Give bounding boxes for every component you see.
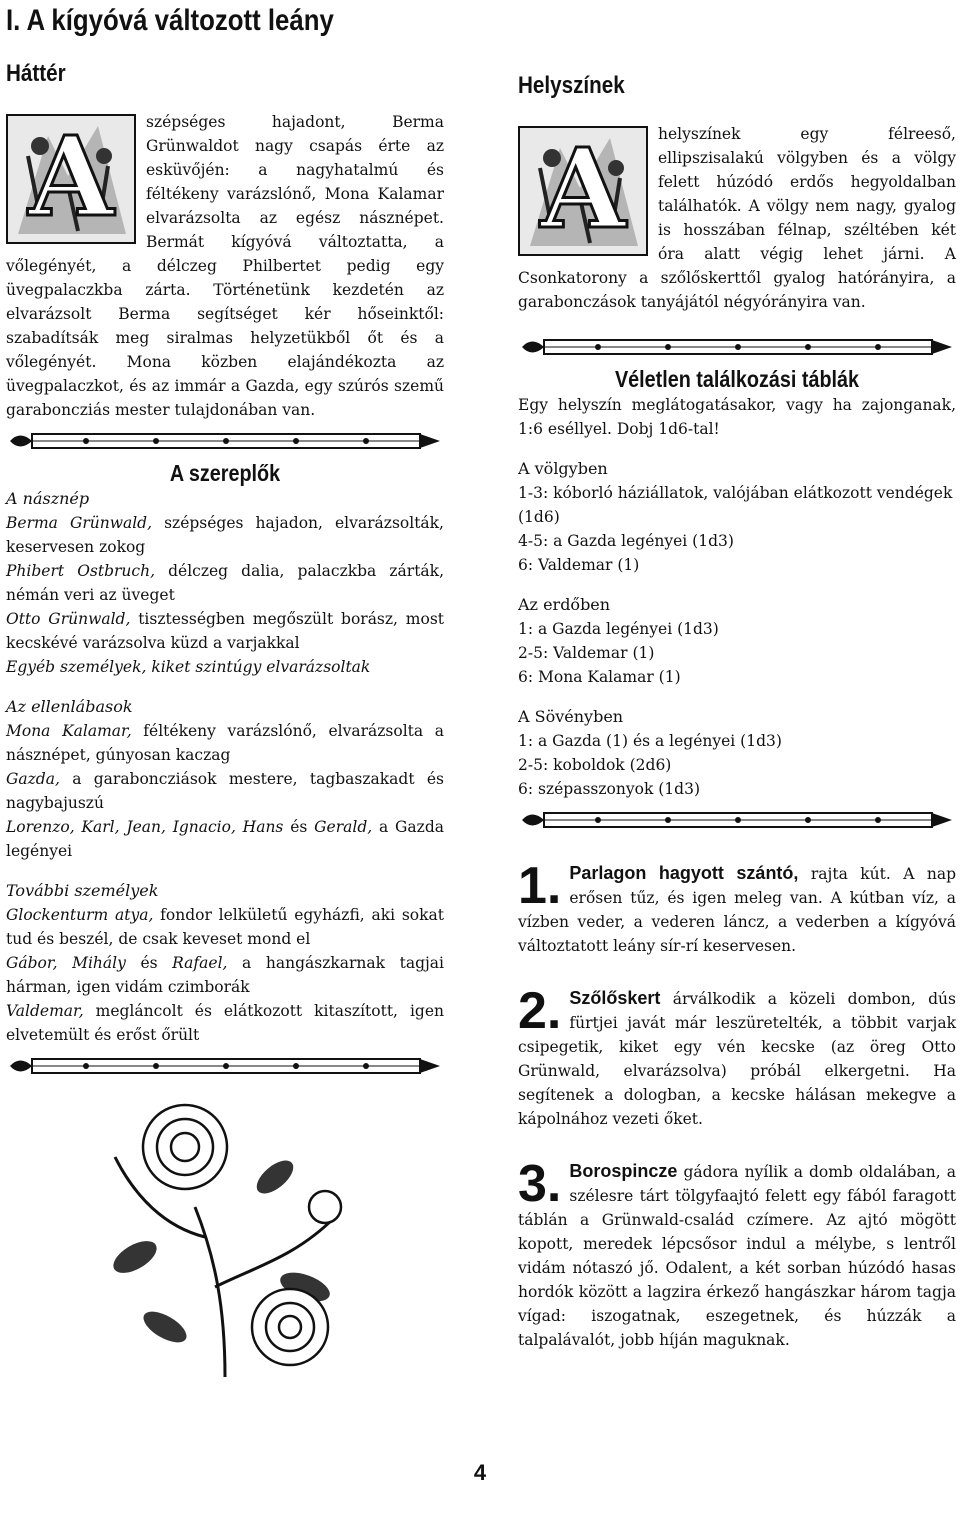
ornamental-divider [518, 334, 956, 360]
character-entry [6, 903, 444, 951]
character-desc: megláncolt és elátkozott kitaszított, igen elvetemült és erőst őrült [6, 1002, 444, 1044]
ornamental-divider [518, 807, 956, 833]
character-desc: és [283, 818, 315, 836]
ornamental-divider [6, 428, 444, 454]
group-heading: A násznép [6, 489, 90, 508]
character-desc: szépséges hajadon, elvarázsolták, keservesen zokog [6, 514, 444, 556]
character-entry [6, 815, 444, 863]
location-number: 2. [518, 982, 562, 1040]
character-entry [6, 951, 444, 999]
character-name: Lorenzo, Karl, Jean, Ignacio, Hans [6, 818, 284, 836]
woodcut-dropcap-image [518, 126, 648, 256]
hatter-heading: Háttér [6, 60, 66, 87]
encounter-table-heading: A Sövényben [518, 707, 624, 726]
character-name: Rafael, [172, 954, 228, 972]
cast-group-tovabbi [6, 879, 444, 1047]
character-desc: a garaboncziások mestere, tagbaszakadt és nagybajuszú [6, 770, 444, 812]
location-number: 3. [518, 1155, 562, 1213]
encounter-line: 4-5: a Gazda legényei (1d3) [518, 532, 734, 550]
character-name: Gazda, [6, 770, 60, 788]
character-name: Valdemar, [6, 1002, 84, 1020]
location-entry-1 [518, 857, 956, 958]
encounter-line: 1-3: kóborló háziállatok, valójában elátkozott vendégek (1d6) [518, 484, 953, 526]
cast-group-ellenlabasok [6, 695, 444, 863]
helyszinek-heading: Helyszínek [518, 72, 625, 99]
encounter-intro: Egy helyszín meglátogatásakor, vagy ha zajonganak, 1:6 eséllyel. Dobj 1d6-tal! [518, 396, 956, 438]
character-entry [6, 511, 444, 559]
location-text: rajta kút. A nap erősen tűz, és igen meleg van. A kútban víz, a vízben veder, a vederen láncz, a vederben a kígyóvá változtatott leány sír-rí keservesen. [518, 865, 956, 955]
right-column [518, 60, 956, 1352]
page-title: I. A kígyóvá változott leány [6, 4, 334, 37]
character-name: Otto Grünwald, [6, 610, 131, 628]
location-name: Borospincze [569, 1161, 678, 1181]
location-entry-2 [518, 982, 956, 1131]
hatter-text: szépséges hajadont, Berma Grünwaldot nagy csapás érte az esküvőjén: a nagyhatalmú és féltékeny varázslónő, Mona Kalamar elvarázsolta az egész násznépet. Bermát kígyóvá változtatta, a vőlegényét, a délczeg Philbertet pedig egy üvegpalaczkba zárta. Történetünk kezdetén az elvarázsolt Berma segítséget kér hőseinktől: szabadítsák meg siralmas helyzetükből őt és a vőlegényét. Mona közben elajándékozta az üvegpalaczkot, és az immár a Gazda, egy szúrós szemű garaboncziás mester tulajdonában van. [6, 113, 444, 419]
cast-heading: A szereplők [169, 460, 281, 486]
location-text: gádora nyílik a domb oldalában, a szélesre tárt tölgyfaajtó felett egy fából faragott táblán a Grünwald-család czímere. Az ajtó mögött kopott, meredek lépcsősor indul a mélybe, s lentről vidám nótaszó jő. Odalent, a két sorban húzódó hasas hordók között a lagzira érkező hangászkar három tagja vígad: iszogatnak, eszegetnek, és húzzák a talpalávalót, jobb híján maguknak. [518, 1163, 956, 1349]
character-desc: fondor lelkületű egyházfi, aki sokat tud és beszél, de csak keveset mond el [6, 906, 444, 948]
character-name: Mona Kalamar, [6, 722, 132, 740]
encounter-table-sovenyben [518, 705, 956, 801]
location-name: Szőlőskert [569, 988, 661, 1008]
location-name: Parlagon hagyott szántó, [569, 863, 799, 883]
left-column [6, 60, 444, 1377]
character-name: Gerald, [314, 818, 373, 836]
character-desc: tisztességben megőszült borász, most kecskévé varázsolva küzd a varjakkal [6, 610, 445, 652]
helyszinek-text: helyszínek egy félreeső, ellipszisalakú völgyben és a völgy felett húzódó erdős hegyoldalban találhatók. A völgy nem nagy, gyalog is hosszában félnap, széltében két óra alatt végig lehet járni. A Csonkatorony a szőlőskerttől gyalog hatórányira, a garabonczások tanyájától négyórányira van. [518, 125, 956, 311]
encounter-line: 6: Valdemar (1) [518, 556, 640, 574]
location-text: árválkodik a közeli dombon, dús fürtjei javát már leszüretelték, a többit varjak csipegetik, kiket egy vén kecske (az öreg Otto Grünwald, elvarázsolva) próbál elkergetni. Ha segítenek a dologban, a kecske hálásan mekegve a kápolnához vezeti őket. [518, 990, 956, 1128]
group-heading: Az ellenlábasok [6, 697, 133, 716]
character-desc: és [125, 954, 173, 972]
encounter-table-heading: A völgyben [518, 459, 608, 478]
character-entry [6, 655, 444, 679]
character-entry [6, 559, 444, 607]
character-name: Glockenturm atya, [6, 906, 154, 924]
encounter-line: 2-5: koboldok (2d6) [518, 756, 672, 774]
ornamental-divider [6, 1053, 444, 1079]
character-entry [6, 767, 444, 815]
encounter-tables-heading: Véletlen találkozási táblák [614, 366, 860, 392]
cast-group-nasznep [6, 487, 444, 679]
encounter-line: 6: Mona Kalamar (1) [518, 668, 681, 686]
helyszinek-paragraph [518, 122, 956, 314]
encounter-line: 6: szépasszonyok (1d3) [518, 780, 701, 798]
rose-woodcut-illustration [75, 1087, 375, 1377]
hatter-paragraph [6, 110, 444, 422]
character-desc: féltékeny varázslónő, elvarázsolta a násznépet, gúnyosan kaczag [6, 722, 445, 764]
encounter-table-volgy [518, 457, 956, 577]
character-entry [6, 719, 444, 767]
encounter-table-erdo [518, 593, 956, 689]
woodcut-dropcap-image [6, 114, 136, 244]
encounter-line: 2-5: Valdemar (1) [518, 644, 655, 662]
encounter-line: 1: a Gazda (1) és a legényei (1d3) [518, 732, 782, 750]
character-desc: a Gazda legényei [6, 818, 444, 860]
character-desc: délczeg dalia, palaczkba zárták, némán veri az üveget [6, 562, 444, 604]
encounter-table-heading: Az erdőben [518, 595, 611, 614]
encounter-line: 1: a Gazda legényei (1d3) [518, 620, 719, 638]
character-name: Egyéb személyek, kiket szintúgy elvarázsoltak [6, 658, 371, 676]
character-name: Berma Grünwald, [6, 514, 153, 532]
location-entry-3 [518, 1155, 956, 1352]
character-entry [6, 607, 444, 655]
page-number: 4 [473, 1460, 487, 1485]
character-desc: a hangászkarnak tagjai hárman, igen vidám czimborák [6, 954, 444, 996]
character-entry [6, 999, 444, 1047]
dropcap-letter: A [540, 126, 626, 253]
character-name: Phibert Ostbruch, [6, 562, 155, 580]
location-number: 1. [518, 857, 562, 915]
group-heading: További személyek [6, 881, 159, 900]
character-name: Gábor, Mihály [6, 954, 126, 972]
dropcap-letter: A [28, 114, 114, 241]
